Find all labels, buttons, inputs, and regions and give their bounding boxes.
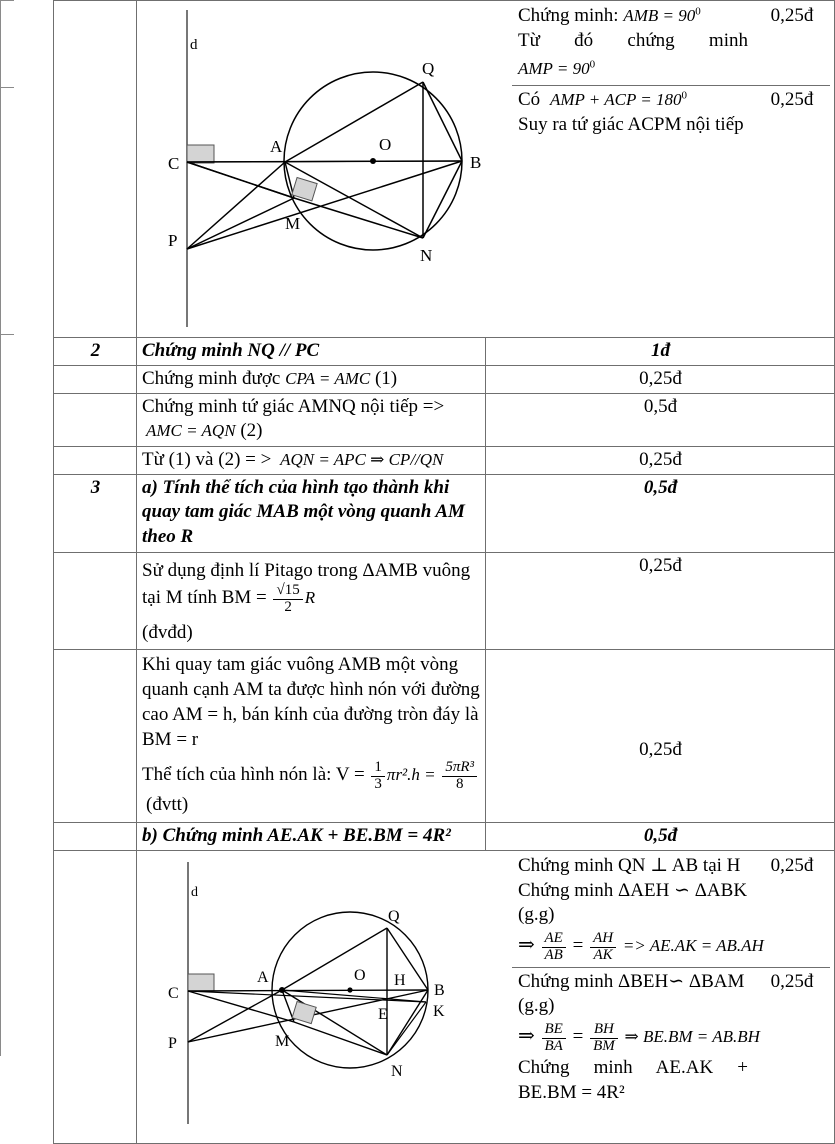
proof-b2-tail: ⇒ BE.BM = AB.BH [624,1026,760,1046]
q3a-s1-pre: Sử dụng định lí Pitago trong ΔAMB vuông tại M tính BM = [142,559,471,608]
q3a-s1-tail: R [304,587,316,607]
table-row-q2-step-1 [54,366,835,394]
proof-b2-f2-den: BM [593,1037,615,1054]
q3a-s2-pre: Thể tích của hình nón là: V = [142,764,365,786]
proof-b1-eq: = [572,934,584,956]
proof-b2-arrow: ⇒ [518,1024,535,1047]
label-N: N [420,246,433,265]
label-N-2: N [391,1062,403,1080]
proof-step-row-3 [512,852,830,967]
table-row-q2-step-3 [54,446,835,474]
q3a-s2-f1-den: 3 [374,775,382,792]
proof-1-line3-sup: 0 [589,58,596,71]
question-2-title: Chứng minh NQ // PC [137,338,486,366]
proof-step-points-4: 0,25đ [770,970,814,992]
label-d-2: d [191,884,198,900]
proof-b2-fraction-1 [542,1022,566,1055]
q3a-s2-fraction-1 [371,760,385,793]
q3a-s1-frac-den: 2 [284,598,292,615]
proof-2-line1-pre: Có [518,89,541,111]
label-E-2: E [378,1005,388,1023]
q2-s2-pre: Chứng minh tứ giác AMNQ nội tiếp => [142,396,445,418]
proof-step-text-4 [512,967,760,1109]
proof-b2-line2: (g.g) [518,995,555,1017]
q3a-s2-mid: πr².h = [386,765,436,785]
proof-step-text-3 [512,852,764,967]
table-row-q2-step-2 [54,394,835,446]
proof-b2-fraction-2 [590,1022,618,1055]
proof-b1-arrow: ⇒ [518,933,535,956]
page-tick-top [0,0,14,1]
label-P: P [168,231,178,250]
table-row-q3a-step-1 [54,552,835,650]
q3a-s2-f2-num: 5πR³ [442,760,477,777]
proof-1-line1-math: AMB = 90 [623,6,696,25]
proof-steps-container-1 [512,2,830,335]
proof-b2-eq: = [572,1025,584,1047]
proof-b1-fraction-1 [542,931,566,964]
label-B: B [470,153,482,172]
q3a-s2-tail: (đvtt) [146,793,189,815]
proof-steps-container-2 [512,852,830,1141]
table-row-diagram-2 [54,850,835,1143]
proof-1-line1-sup: 0 [695,5,701,18]
q3a-step-2-text [137,650,486,822]
q2-s2-post: (2) [240,420,263,442]
proof-step-text-1 [512,2,752,86]
page-tick-bottom [0,334,14,335]
proof-1-line3-math: AMP = 90 [518,59,590,79]
question-number-3: 3 [54,474,137,552]
proof-step-text-2 [512,86,752,300]
diagram-and-proof-cell-2 [137,850,835,1143]
row-number-blank-4 [54,446,137,474]
proof-step-points-3: 0,25đ [752,852,830,967]
label-H-2: H [394,971,406,989]
q2-s3-pre: Từ (1) và (2) = > [142,448,272,470]
proof-b1-f1-num: AE [542,931,566,948]
q2-s3-math: AQN = APC ⇒ CP//QN [280,449,444,469]
figure-bottom [142,852,512,1141]
label-M: M [285,214,301,233]
q3a-step-2-points: 0,25đ [486,650,835,822]
q2-s2-math: AMC = AQN [146,421,236,441]
circle-geometry-diagram-1-svg [142,2,511,335]
label-O-2: O [354,966,366,984]
figure-top-container [142,2,512,335]
proof-b2-line4: Chứng minh AE.AK + [518,1057,748,1079]
proof-step-row-1 [512,2,830,86]
proof-b1-f2-den: AK [593,946,613,963]
row-number-blank-6 [54,650,137,822]
q3a-s2-line1: Khi quay tam giác vuông AMB một vòng quanh cạnh AM ta được hình nón với đường cao AM = h, bán kính của đường tròn đáy là BM = r [142,654,480,750]
q2-step-1-points: 0,25đ [486,366,835,394]
q2-step-3-points: 0,25đ [486,446,835,474]
row-number-blank-2 [54,366,137,394]
q2-s1-pre: Chứng minh được [142,368,281,390]
label-C: C [168,154,180,173]
proof-2-line2: Suy ra tứ giác ACPM nội tiếp [518,113,744,135]
q2-s1-post: (1) [374,368,398,390]
proof-step-row-2 [512,86,830,300]
proof-b1-tail: => AE.AK = AB.AH [622,935,764,955]
q3a-s2-f1-num: 1 [371,760,385,777]
row-number-blank-8 [54,850,137,1143]
proof-2-line1-math: AMP + ACP = 180 [549,90,682,110]
table-row-diagram-1 [54,1,835,338]
row-number-blank-1 [54,1,137,338]
q3a-s1-line2: (đvđd) [142,622,193,644]
row-number-blank-3 [54,394,137,446]
row-number-blank-5 [54,552,137,650]
proof-b2-f1-num: BE [542,1022,566,1039]
label-A-2: A [257,968,269,986]
proof-b1-f1-den: AB [544,946,563,963]
proof-b1-line2: Chứng minh ΔAEH ∽ ΔABK [518,879,748,901]
q2-step-2-text [137,394,486,446]
proof-b1-fraction-2 [590,931,616,964]
q3a-s1-frac-num: √15 [273,583,302,600]
q3a-step-1-points: 0,25đ [486,552,835,650]
proof-b2-line5: BE.BM = 4R² [518,1082,625,1104]
page-left-rule [0,0,1,1056]
q3a-s2-fraction-2 [442,760,477,793]
q2-s1-math: CPA = AMC [285,369,371,389]
table-row-question-3b-header [54,822,835,850]
proof-b2-f2-num: BH [590,1022,618,1039]
label-C-2: C [168,984,179,1002]
circle-geometry-diagram-2-svg [142,852,481,1141]
question-3a-title: a) Tính thể tích của hình tạo thành khi quay tam giác MAB một vòng quanh AM theo R [137,474,486,552]
proof-b1-line3: (g.g) [518,904,555,926]
table-row-q3a-step-2 [54,650,835,822]
proof-step-row-4 [512,967,830,1109]
figure-bottom-container [142,852,512,1141]
proof-b2-line1: Chứng minh ΔBEH∽ ΔBAM [518,970,745,992]
q3a-s2-f2-den: 8 [455,775,464,792]
marking-scheme-table [53,0,835,1144]
label-M-2: M [275,1032,290,1050]
proof-1-line2: Từ đó chứng minh [518,29,748,51]
page-tick-mid [0,87,14,88]
question-3b-points: 0,5đ [486,822,835,850]
question-3a-points: 0,5đ [486,474,835,552]
table-row-question-3a-header [54,474,835,552]
question-3b-title: b) Chứng minh AE.AK + BE.BM = 4R² [137,822,486,850]
q3a-s1-fraction [273,583,302,616]
q2-step-3-text [137,446,486,474]
proof-2-line1-sup: 0 [681,89,687,102]
figure-top [142,2,512,335]
q2-step-1-text [137,366,486,394]
proof-b1-f2-num: AH [590,931,616,948]
label-P-2: P [168,1034,177,1052]
proof-step-points-2: 0,25đ [770,89,814,111]
label-d: d [190,37,198,53]
question-2-points: 1đ [486,338,835,366]
proof-b1-line1: Chứng minh QN ⊥ AB tại H [518,854,741,876]
q2-step-2-points: 0,5đ [486,394,835,446]
question-number-2: 2 [54,338,137,366]
label-K-2: K [433,1002,445,1020]
proof-step-points-1: 0,25đ [752,2,830,86]
table-row-question-2-header [54,338,835,366]
row-number-blank-7 [54,822,137,850]
proof-b2-f1-den: BA [544,1037,563,1054]
label-O: O [379,135,392,154]
diagram-and-proof-cell-1 [137,1,835,338]
label-Q: Q [422,59,435,78]
label-Q-2: Q [388,907,400,925]
proof-1-line1-pre: Chứng minh: [518,5,619,26]
label-A: A [270,137,283,156]
label-B-2: B [434,981,445,999]
q3a-step-1-text [137,552,486,650]
